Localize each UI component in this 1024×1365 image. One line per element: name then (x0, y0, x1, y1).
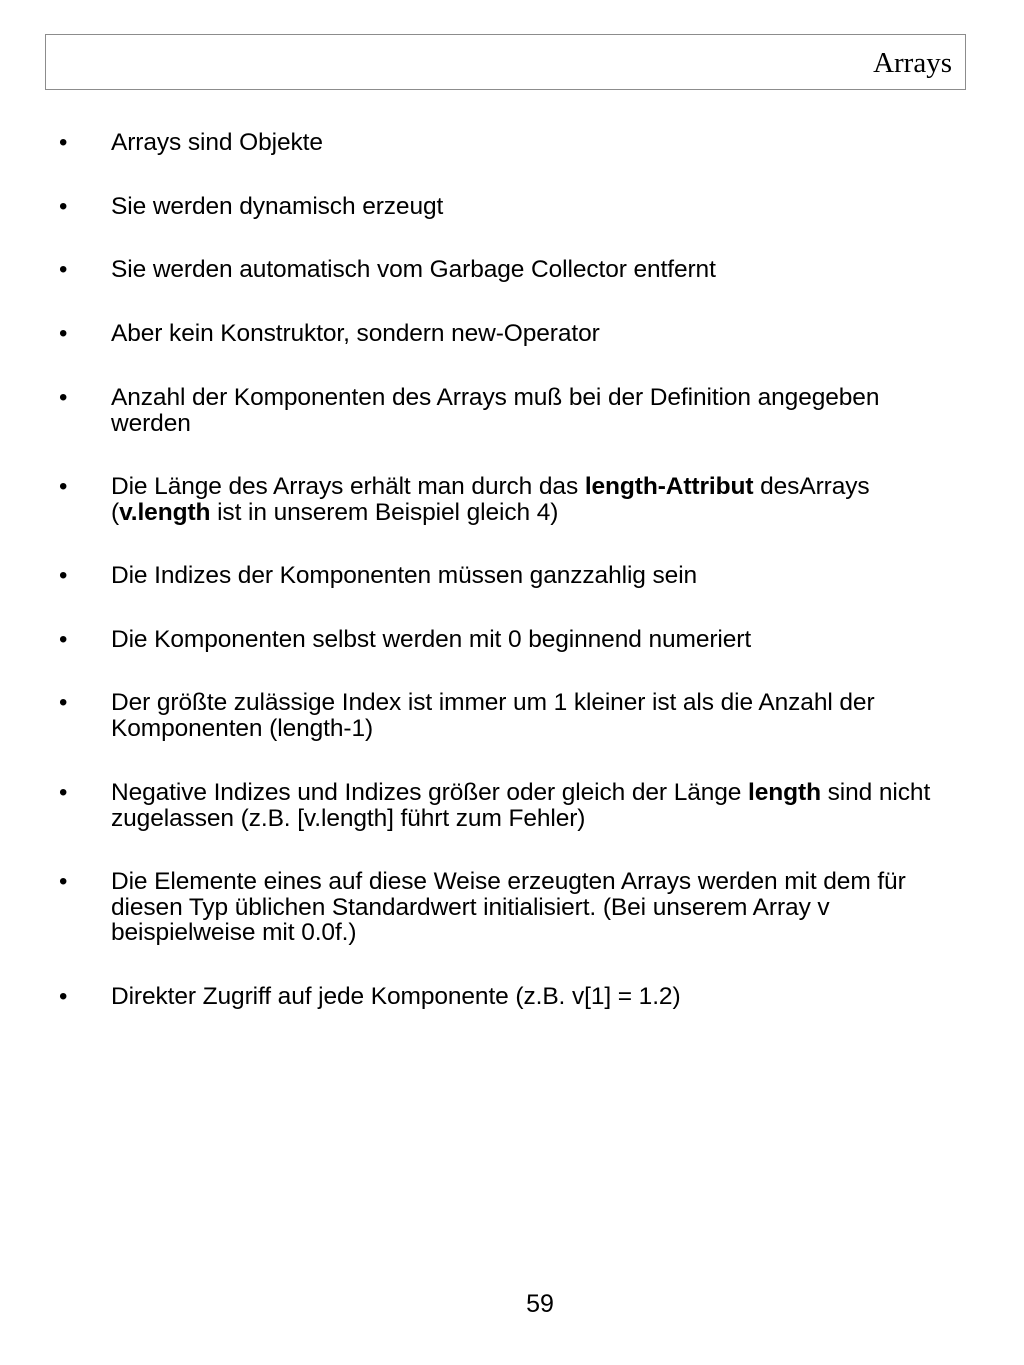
text-segment: Direkter Zugriff auf jede Komponente (z.B. v[1] = 1.2) (111, 983, 681, 1010)
bold-text-segment: length (748, 779, 821, 806)
bullet-icon: • (59, 626, 68, 653)
text-segment: Die Komponenten selbst werden mit 0 beginnend numeriert (111, 626, 752, 653)
bullet-icon: • (59, 689, 68, 716)
bullet-icon: • (59, 256, 68, 283)
text-segment: Anzahl der Komponenten des Arrays muß bei der Definition angegeben werden (111, 384, 880, 437)
bullet-text (111, 563, 961, 589)
bullet-icon: • (59, 320, 68, 347)
text-segment: ist in unserem Beispiel gleich 4) (210, 498, 559, 526)
bullet-icon: • (59, 562, 68, 589)
text-segment: sind nicht zugelassen (z.B. [v.length] führt zum Fehler) (111, 779, 931, 832)
header-box (45, 34, 966, 90)
bullet-text (111, 130, 961, 156)
bullet-icon: • (59, 779, 68, 806)
text-segment: Aber kein Konstruktor, sondern new-Operator (111, 320, 600, 347)
bullet-icon: • (59, 983, 68, 1010)
bullet-icon: • (59, 193, 68, 220)
text-segment: Die Länge des Arrays erhält man durch das (111, 473, 585, 500)
bullet-text (111, 385, 961, 436)
text-segment: desArrays ( (111, 473, 870, 526)
bullet-text (111, 627, 961, 653)
bold-text-segment: length-Attribut (584, 473, 754, 500)
page-title: Arrays (873, 47, 952, 79)
bullet-icon: • (59, 129, 68, 156)
text-segment: Arrays sind Objekte (111, 129, 323, 156)
bullet-text (111, 321, 961, 347)
text-segment: Negative Indizes und Indizes größer oder gleich der Länge (111, 779, 749, 806)
bullet-icon: • (59, 473, 68, 500)
bullet-text (111, 984, 961, 1010)
bullet-text (111, 780, 961, 831)
bullet-text (111, 194, 961, 220)
page-number: 59 (526, 1290, 554, 1318)
text-segment: Die Elemente eines auf diese Weise erzeugten Arrays werden mit dem für diesen Typ üblichen Standardwert initialisiert. (Bei unserem Array v beispielweise mit 0.0f.) (111, 868, 906, 946)
bold-text-segment: v.length (119, 498, 211, 526)
text-segment: Der größte zulässige Index ist immer um 1 kleiner ist als die Anzahl der Komponenten (length-1) (111, 689, 875, 742)
bullet-icon: • (59, 384, 68, 411)
text-segment: Die Indizes der Komponenten müssen ganzzahlig sein (111, 562, 698, 589)
bullet-text (111, 690, 961, 741)
text-segment: Sie werden automatisch vom Garbage Collector entfernt (111, 256, 716, 283)
bullet-text (111, 257, 961, 283)
bullet-text (111, 474, 961, 525)
bullet-icon: • (59, 868, 68, 895)
text-segment: Sie werden dynamisch erzeugt (111, 193, 444, 220)
bullet-text (111, 869, 961, 946)
